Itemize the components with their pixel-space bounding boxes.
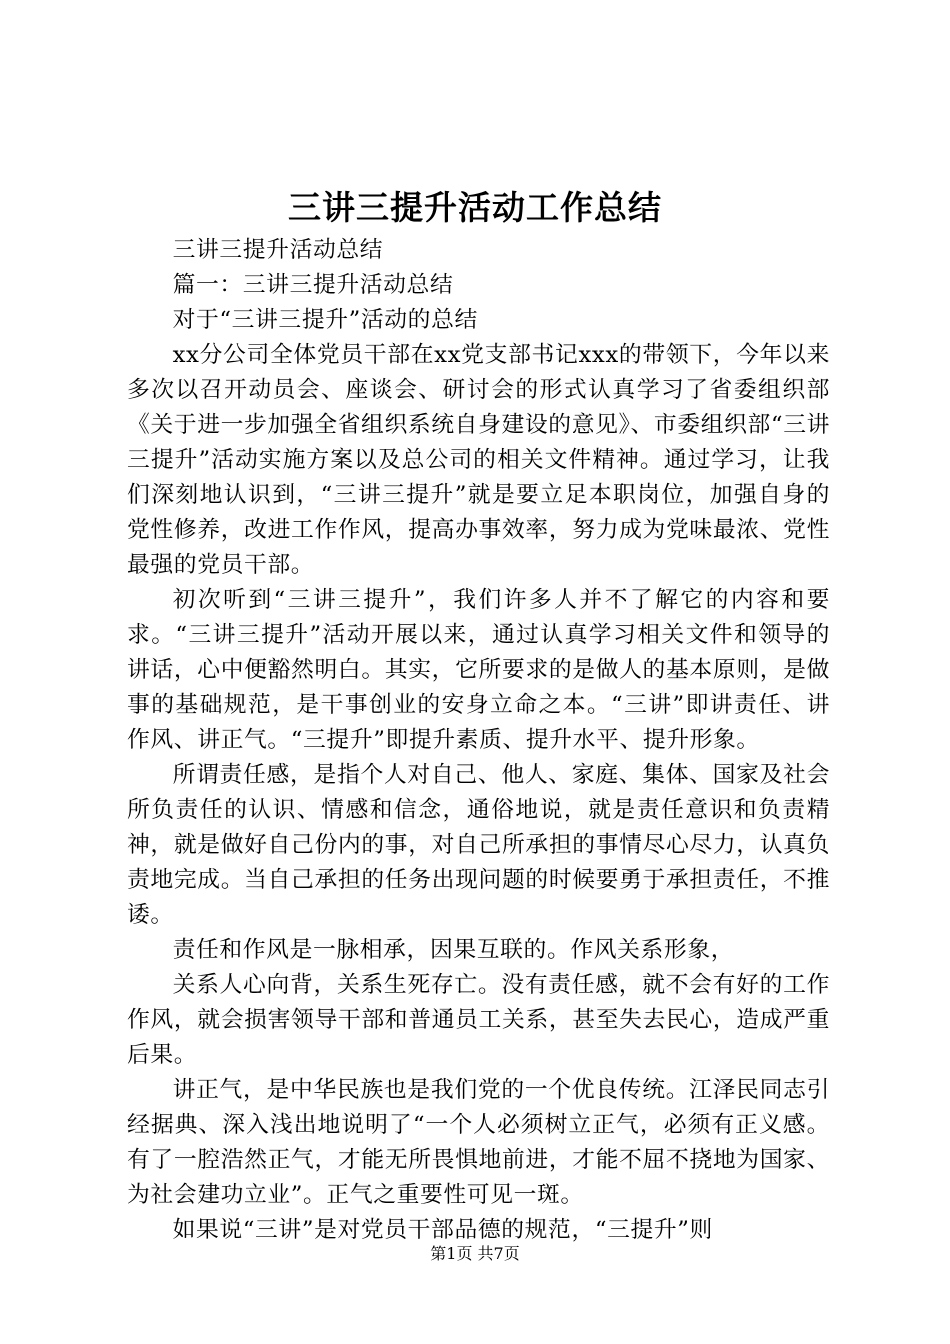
body-paragraph: 如果说“三讲”是对党员干部品德的规范，“三提升”则 <box>172 1217 713 1243</box>
body-paragraph: 对于“三讲三提升”活动的总结 <box>172 307 478 333</box>
body-paragraph: xx分公司全体党员干部在xx党支部书记xxx的带领下，今年以来多次以召开动员会、座谈会、研讨会的形式认真学习了省委组织部《关于进一步加强全省组织系统自身建设的意见》、市委组织部“三讲三提升”活动实施方案以及总公司的相关文件精神。通过学习，让我们深刻地认识到，“三讲三提升”就是要立足本职岗位，加强自身的党性修养，改进工作作风，提高办事效率，努力成为党味最浓、党性最强的党员干部。 <box>127 342 830 578</box>
body-paragraph: 篇一：三讲三提升活动总结 <box>172 272 454 298</box>
document-body <box>127 233 830 1248</box>
document-title: 三讲三提升活动工作总结 <box>288 188 662 227</box>
body-paragraph: 三讲三提升活动总结 <box>172 237 384 263</box>
page-number-footer: 第1页 共7页 <box>430 1244 520 1263</box>
body-paragraph: 讲正气，是中华民族也是我们党的一个优良传统。江泽民同志引经据典、深入浅出地说明了“一个人必须树立正气，必须有正义感。有了一腔浩然正气，才能无所畏惧地前进，才能不屈不挠地为国家、为社会建功立业”。正气之重要性可见一斑。 <box>127 1077 830 1208</box>
body-paragraph: 责任和作风是一脉相承，因果互联的。作风关系形象， <box>172 937 735 963</box>
body-paragraph: 关系人心向背，关系生死存亡。没有责任感，就不会有好的工作作风，就会损害领导干部和普通员工关系，甚至失去民心，造成严重后果。 <box>127 972 830 1068</box>
body-paragraph: 初次听到“三讲三提升”，我们许多人并不了解它的内容和要求。“三讲三提升”活动开展以来，通过认真学习相关文件和领导的讲话，心中便豁然明白。其实，它所要求的是做人的基本原则，是做事的基础规范，是干事创业的安身立命之本。“三讲”即讲责任、讲作风、讲正气。“三提升”即提升素质、提升水平、提升形象。 <box>127 587 830 753</box>
body-paragraph: 所谓责任感，是指个人对自己、他人、家庭、集体、国家及社会所负责任的认识、情感和信念，通俗地说，就是责任意识和负责精神，就是做好自己份内的事，对自己所承担的事情尽心尽力，认真负责地完成。当自己承担的任务出现问题的时候要勇于承担责任，不推诿。 <box>127 762 830 928</box>
